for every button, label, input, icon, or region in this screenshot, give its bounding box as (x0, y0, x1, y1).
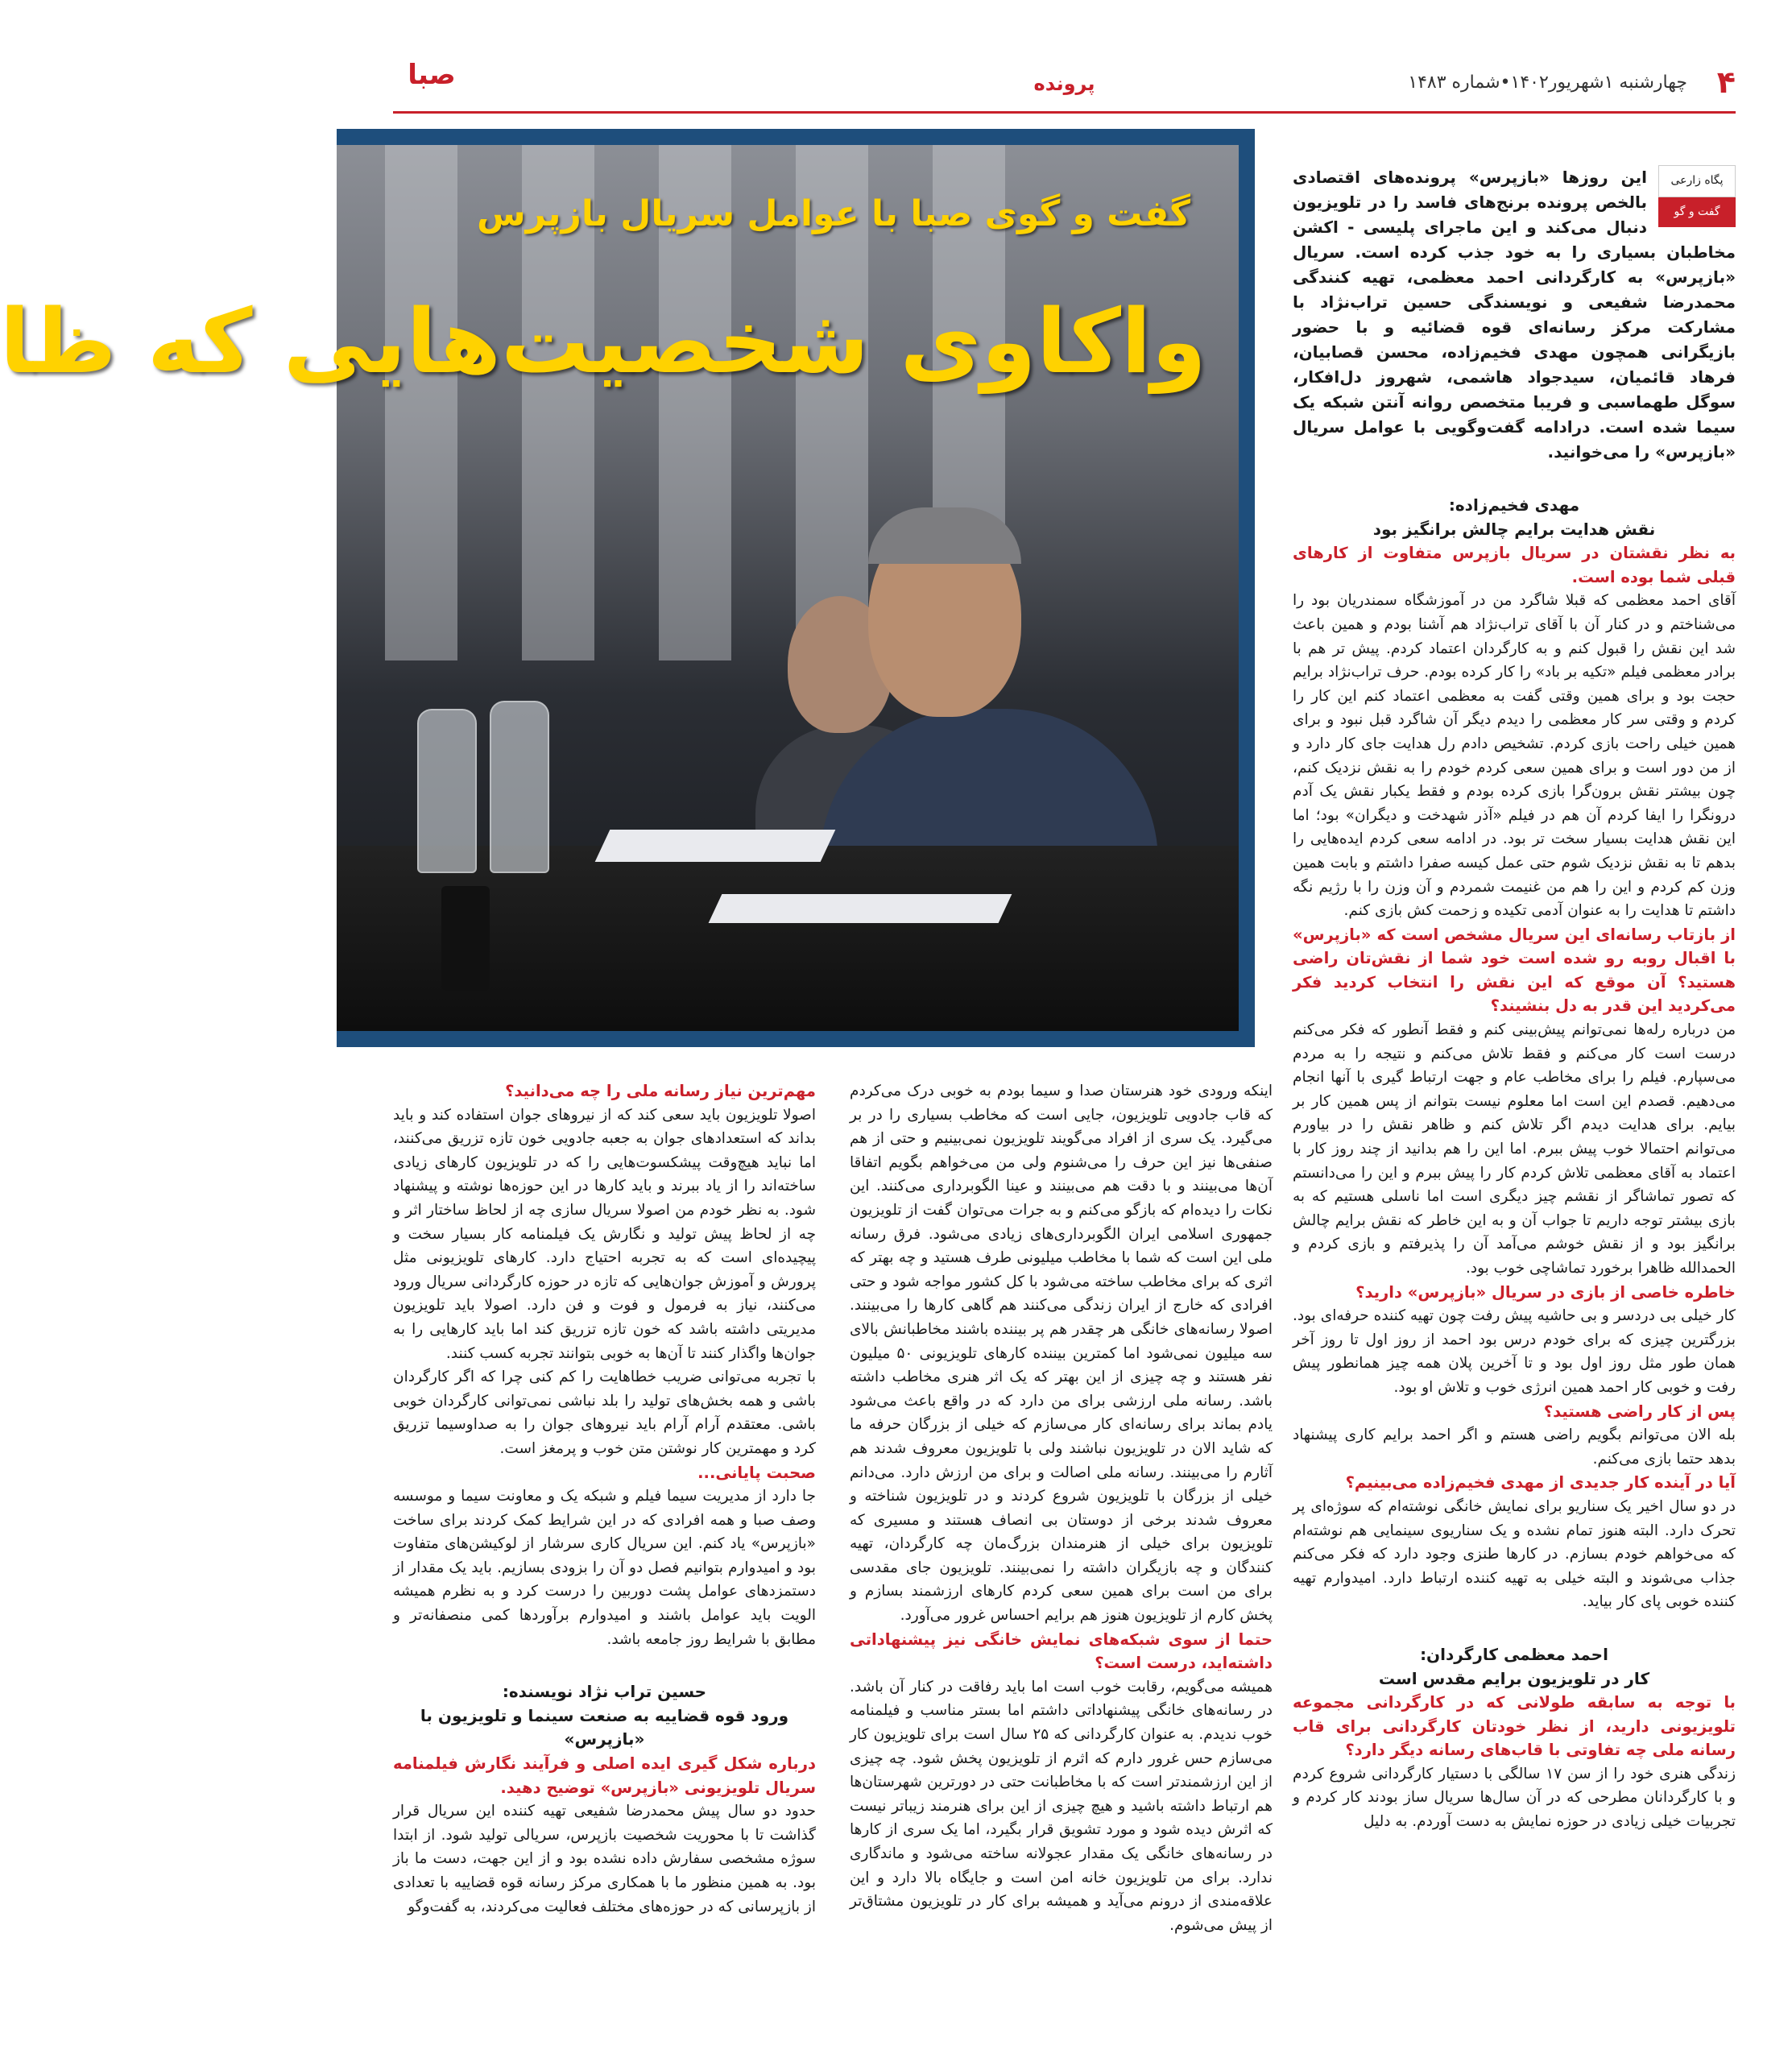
question: صحبت پایانی... (697, 1463, 816, 1482)
question: مهم‌ترین نیاز رسانه ملی را چه می‌دانید؟ (505, 1082, 816, 1100)
answer-paragraph: آقای احمد معظمی که قبلا شاگرد من در آموزشگاه سمندریان بود را می‌شناختم و در کنار آن با آقای تراب‌نژاد هم آشنا بودم و همین باعث شد این نقش را قبول کنم و به کارگردان اعتماد کردم. پیش تر هم با برادر معظمی فیلم «تکیه بر باد» را کار کرده بودم. حرف تراب‌نژاد برایم حجت بود و برای همین وقتی گفت به معظمی اعتماد کنم این کار را کردم و وقتی سر کار معظمی را دیدم دیگر آن شاگرد قبل نبود و برای همین خیلی راحت بازی کردم. تشخیص دادم رل هدایت جای کار دارد و از من دور است و برای همین سعی کردم خودم را به نقش نزدیک کنم، چون بیشتر نقش برون‌گرا بازی کرده بودم و فقط یکبار نقش یک آدم درونگرا را ایفا کردم آن هم در فیلم «آذر شهدخت و دیگران» بود؛ اما این نقش هدایت بسیار سخت تر بود. در ادامه سعی کردم ایده‌هایی را بدهم تا به نقش نزدیک شوم حتی عمل کیسه صفرا داشتم و بابت همین وزن کم کردم و این را هم من غنیمت شمردم و آن وزن را با رژیم نگه داشتم تا هدایت را به عنوان آدمی تکیده و زحمت کش بازی کنم. (1293, 592, 1736, 920)
section-title: پرونده (1033, 72, 1095, 95)
author-name: پگاه زارعی (1658, 165, 1736, 197)
question: با توجه به سابقه طولانی که در کارگردانی مجموعه تلویزیونی دارید، از نظر خودتان کارگردانی برای قاب رسانه ملی چه تفاوتی با قاب‌های رسانه دیگر دارد؟ (1293, 1693, 1736, 1760)
answer-paragraph: جا دارد از مدیریت سیما فیلم و شبکه یک و معاونت سیما و موسسه وصف صبا و همه افرادی که در این شرایط کمک کردند برای ساخت «بازپرس» یاد کنم. این سریال کاری سرشار از لوکیشن‌های متفاوت بود و امیدوارم بتوانیم فصل دو آن را بزودی بسازیم. باید یک مقدار از دستمزدهای عوامل پشت دوربین را درست کرد و به نظرم همیشه الویت باید عوامل باشند و امیدوارم برآوردها کمی منصفانه‌تر و مطابق با شرایط روز جامعه باشد. (393, 1488, 816, 1648)
interview-subtitle: کار در تلویزیون برایم مقدس است (1378, 1668, 1650, 1688)
question: خاطره خاصی از بازی در سریال «بازپرس» دارید؟ (1355, 1282, 1736, 1302)
article-type: گفت و گو (1658, 197, 1736, 228)
headline-kicker: گفت و گوی صبا با عوامل سریال بازپرس (476, 193, 1190, 234)
byline-box (1658, 165, 1736, 227)
logo-tagline (393, 87, 470, 94)
issue-date: چهارشنبه ۱شهریور۱۴۰۲•شماره ۱۴۸۳ (1408, 72, 1687, 93)
interview-subtitle: نقش هدایت برایم چالش برانگیز بود (1372, 519, 1656, 539)
question: حتما از سوی شبکه‌های نمایش خانگی نیز پیشنهاداتی داشته‌اید، درست است؟ (850, 1629, 1273, 1673)
answer-paragraph: حدود دو سال پیش محمدرضا شفیعی تهیه کننده این سریال قرار گذاشت تا با محوریت شخصیت بازپرس، سریالی تولید شود. از ابتدا سوژه مشخصی سفارش داده نشده بود و از این جهت، دست ما باز بود. به همین منظور ما با همکاری مرکز رسانه قوه قضاییه با تعدادی از بازپرسانی که در حوزه‌های مختلف فعالیت می‌کردند، به گفت‌وگو (393, 1803, 816, 1915)
main-headline: واکاوی شخصیت‌هایی که ظا (0, 290, 1206, 393)
page-header (393, 55, 1736, 114)
water-bottle (417, 709, 477, 873)
lead-paragraph: این روزها «بازپرس» پرونده‌های اقتصادی بالخص پرونده برنج‌های فاسد را در تلویزیون دنبال می‌کند و این ماجرای پلیسی - اکشن مخاطبان بسیاری را به خود جذب کرده است. سریال «بازپرس» به کارگردانی احمد معظمی، تهیه کنندگی محمدرضا شفیعی و نویسندگی حسین تراب‌نژاد با مشارکت مرکز رسانه‌ای قوه قضائیه و با حضور بازیگرانی همچون مهدی فخیم‌زاده، محسن قصابیان، فرهاد قائمیان، سیدجواد هاشمی، شهروز دل‌افکار، سوگل طهماسبی و فریبا متخصص روانه آنتن شبکه یک سیما شده است. درادامه گفت‌وگویی با عوامل سریال «بازپرس» را می‌خوانید. (1293, 168, 1736, 462)
feature-photo (0, 145, 1239, 1031)
question: درباره شکل گیری ایده اصلی و فرآیند نگارش فیلمنامه سریال تلویزیونی «بازپرس» توضیح دهید. (393, 1754, 816, 1797)
question: از بازتاب رسانه‌ای این سریال مشخص است که «بازپرس» با اقبال روبه رو شده است خود شما از نقش‌تان راضی هستید؟ آن موقع که این نقش را انتخاب کردید فکر می‌کردید این قدر به دل بنشیند؟ (1293, 925, 1736, 1016)
article-column-right (1293, 165, 1736, 1834)
answer-paragraph: کار خیلی بی دردسر و بی حاشیه پیش رفت چون تهیه کننده حرفه‌ای بود. بزرگترین چیزی که برای خودم درس بود احمد از روز اول تا روز آخر همان طور مثل روز اول بود و تا آخرین پلان همه چیز همانطور پیش رفت و خوبی کار احمد همین انرژی خوب و تلاش او بود. (1293, 1307, 1736, 1396)
answer-paragraph: اینکه ورودی خود هنرستان صدا و سیما بودم به خوبی درک می‌کردم که قاب جادویی تلویزیون، جایی است که مخاطب بسیاری را در بر می‌گیرد. یک سری از افراد می‌گویند تلویزیون نمی‌بینیم و حتی از هم صنفی‌ها نیز این حرف را می‌شنوم ولی من می‌خواهم بگویم اتفاقا آن‌ها می‌بینند و با دقت هم می‌بینند و عینا الگوبرداری می‌کنند. این نکات را دیده‌ام که بازگو می‌کنم و به جرات می‌توان گفت از تلویزیون جمهوری اسلامی ایران الگوبرداری‌های زیادی می‌شود. فرق رسانه ملی این است که شما با مخاطب میلیونی طرف هستید و چه بهتر که اثری که برای مخاطب ساخته می‌شود با کل کشور مواجه شود و حتی افرادی که خارج از ایران زندگی می‌کنند هم گاهی کارها را می‌بینند. اصولا رسانه‌های خانگی هر چقدر هم پر بیننده باشند مخاطبانش بالای سه میلیون نمی‌شود اما کمترین بیننده کارهای تلویزیونی ۵۰ میلیون نفر هستند و چه چیزی از این بهتر که یک اثر هنری مخاطب داشته باشد. رسانه ملی ارزشی برای من دارد که در واقع باعث می‌شود یادم بماند برای رسانه‌ای کار می‌سازم که خیلی از بزرگان حرفه ما که شاید الان در تلویزیون نباشند ولی با تلویزیون معروف شدند هم آثارم را می‌بینند. رسانه ملی اصالت و برای من ارزش دارد. می‌دانم خیلی از بزرگان با تلویزیون شروع کردند و در تلویزیون شناخته و معروف شدند برخی از دوستان بی انصاف هستند و مسیری که تلویزیون برای خیلی از هنرمندان بزرگ‌مان چه کارگردان، تهیه کنندگان و چه بازیگران داشته را نمی‌بینند. تلویزیون جای مقدسی برای من است برای همین سعی کردم کارهای ارزشمند بسازم و پخش کارم از تلویزیون هنوز هم برایم احساس غرور می‌آورد. (850, 1083, 1273, 1625)
article-column-middle (850, 1079, 1273, 1937)
answer-paragraph: زندگی هنری خود را از سن ۱۷ سالگی با دستیار کارگردانی شروع کردم و با کارگردانان مطرحی که در آن سال‌ها سریال ساز بودند کار کردم و تجربیات خیلی زیادی در حوزه نمایش به دست آوردم. به دلیل (1293, 1765, 1736, 1831)
feature-photo-frame (0, 129, 1255, 1047)
water-bottle (490, 701, 549, 873)
papers-on-table (595, 830, 836, 862)
question: به نظر نقشتان در سریال بازپرس متفاوت از کارهای قبلی شما بوده است. (1293, 544, 1736, 586)
answer-paragraph: من درباره رله‌ها نمی‌توانم پیش‌بینی کنم و فقط آنطور که فکر می‌کنم درست است کار می‌کنم و فقط تلاش می‌کنم و نتیجه را به مردم می‌سپارم. فیلم را برای مخاطب عام و جهت ارتباط گیری با آنها انجام می‌دهیم. قصدم این است اما معلوم نیست بتوانم از پس همین کار بر بیایم. برای هدایت دیدم اگر تلاش کنم و ظاهر نقش را در بیاورم می‌توانم احتمالا خوب پیش ببرم. اما این را هم بدانید از چند روز کار با اعتماد به آقای معظمی تلاش کردم کار را پیش ببرم و این را می‌دانستم که تصور تماشاگر از نقشم چیز دیگری است اما ناسلی هستیم که به بازی بیشتر توجه داریم تا جواب آن و به این خاطر که نقش برایم چالش برانگیز بود و از نقش خوشم می‌آمد آن را پذیرفتم و بازی کردم و الحمدالله ظاهرا برخورد تماشاچی خوب بود. (1293, 1021, 1736, 1277)
logo-mark: صبا (408, 59, 456, 91)
bg-window-stripe (385, 145, 457, 660)
answer-paragraph: در دو سال اخیر یک سناریو برای نمایش خانگی نوشته‌ام که سوژه‌ای پر تحرک دارد. البته هنوز تمام نشده و یک سناریوی سینمایی هم نوشته‌ام که می‌خواهم خودم بسازم. در کارها طنزی وجود دارد که فکر می‌کنم جذاب می‌شوند و البته خیلی به تهیه کننده ارتباط دارد. امیدوارم تهیه کننده خوبی پای کار بیاید. (1293, 1497, 1736, 1611)
interview-subtitle: ورود قوه قضاییه به صنعت سینما و تلویزیون با «بازپرس» (420, 1705, 789, 1749)
question: پس از کار راضی هستید؟ (1543, 1402, 1736, 1421)
interviewee-name: حسین تراب نژاد نویسنده: (502, 1682, 707, 1702)
interviewee-name: احمد معظمی کارگردان: (1420, 1644, 1608, 1664)
article-column-left (393, 1079, 816, 1919)
page-number: ۴ (1716, 64, 1736, 100)
question: آیا در آینده کار جدیدی از مهدی فخیم‌زاده می‌بینیم؟ (1345, 1473, 1736, 1493)
answer-paragraph: همیشه می‌گویم، رقابت خوب است اما باید رفاقت در کنار آن باشد. در رسانه‌های خانگی پیشنهاداتی داشتم اما بستر مناسب و فیلمنامه خوب ندیدم. به عنوان کارگردانی که ۲۵ سال است برای تلویزیون کار می‌سازم حس غرور دارم که اثرم از تلویزیون پخش شود. چه چیزی از این ارزشمندتر است که با مخاطبانت حتی در دورترین شهرستان‌ها هم ارتباط داشته باشید و هیچ چیزی از این برای هنرمند زیباتر نیست که اثرش دیده شود و مورد تشویق قرار بگیرد، اما یک سری از کارها در رسانه‌های خانگی یک مقدار عجولانه ساخته می‌شود و ماندگاری ندارد. برای من تلویزیون خانه امن است و جایگاه بالا دارد و این علاقه‌مندی از درونم می‌آید و همیشه برای کار در تلویزیون مشتاق‌تر از پیش می‌شوم. (850, 1678, 1273, 1934)
answer-paragraph: بله الان می‌توانم بگویم راضی هستم و اگر احمد برایم کاری پیشنهاد بدهد حتما بازی می‌کنم. (1293, 1426, 1736, 1468)
answer-paragraph: اصولا تلویزیون باید سعی کند که از نیروهای جوان استفاده کند و باید بداند که استعدادهای جوان به جعبه جادویی خون تازه تزریق می‌کنند، اما نباید هیچ‌وقت پیشکسوت‌هایی را که در تلویزیون کارهای زیادی ساخته‌اند را از یاد ببرند و باید کارها در این حوزه‌ها نوشته و پیشنهاد شود. به نظر خودم من اصولا سریال سازی چه از لحاظ ساختار اثر و چه از لحاظ پیش تولید و نگارش یک فیلمنامه کار بسیار سخت و پیچیده‌ای است که به تجربه احتیاج دارد. کارهای تلویزیونی مثل پرورش و آموزش جوان‌هایی که تازه در حوزه کارگردانی سریال ورود می‌کنند، نیاز به فرمول و فوت و فن دارد. اصولا باید تلویزیون مدیریتی داشته باشد که خون تازه تزریق کند اما باید کارهایی را به جوان‌ها واگذار کنند تا آن‌ها به خوبی بتوانند تجربه کسب کنند. (393, 1106, 816, 1362)
papers-on-table (709, 894, 1012, 923)
saba-logo[interactable] (393, 59, 470, 98)
answer-paragraph: با تجربه می‌توانی ضریب خطاهایت را کم کنی چرا که اگر کارگردان باشی و همه بخش‌های تولید را بلد نباشی نمی‌توانی کارگردان خوبی باشی. معتقدم آرام آرام باید نیروهای جوان را به صداوسیما تزریق کرد و مهمترین کار نوشتن متن خوب و پرمغز است. (393, 1368, 816, 1457)
interviewee-name: مهدی فخیم‌زاده: (1448, 495, 1580, 515)
pen-holder (441, 886, 490, 991)
